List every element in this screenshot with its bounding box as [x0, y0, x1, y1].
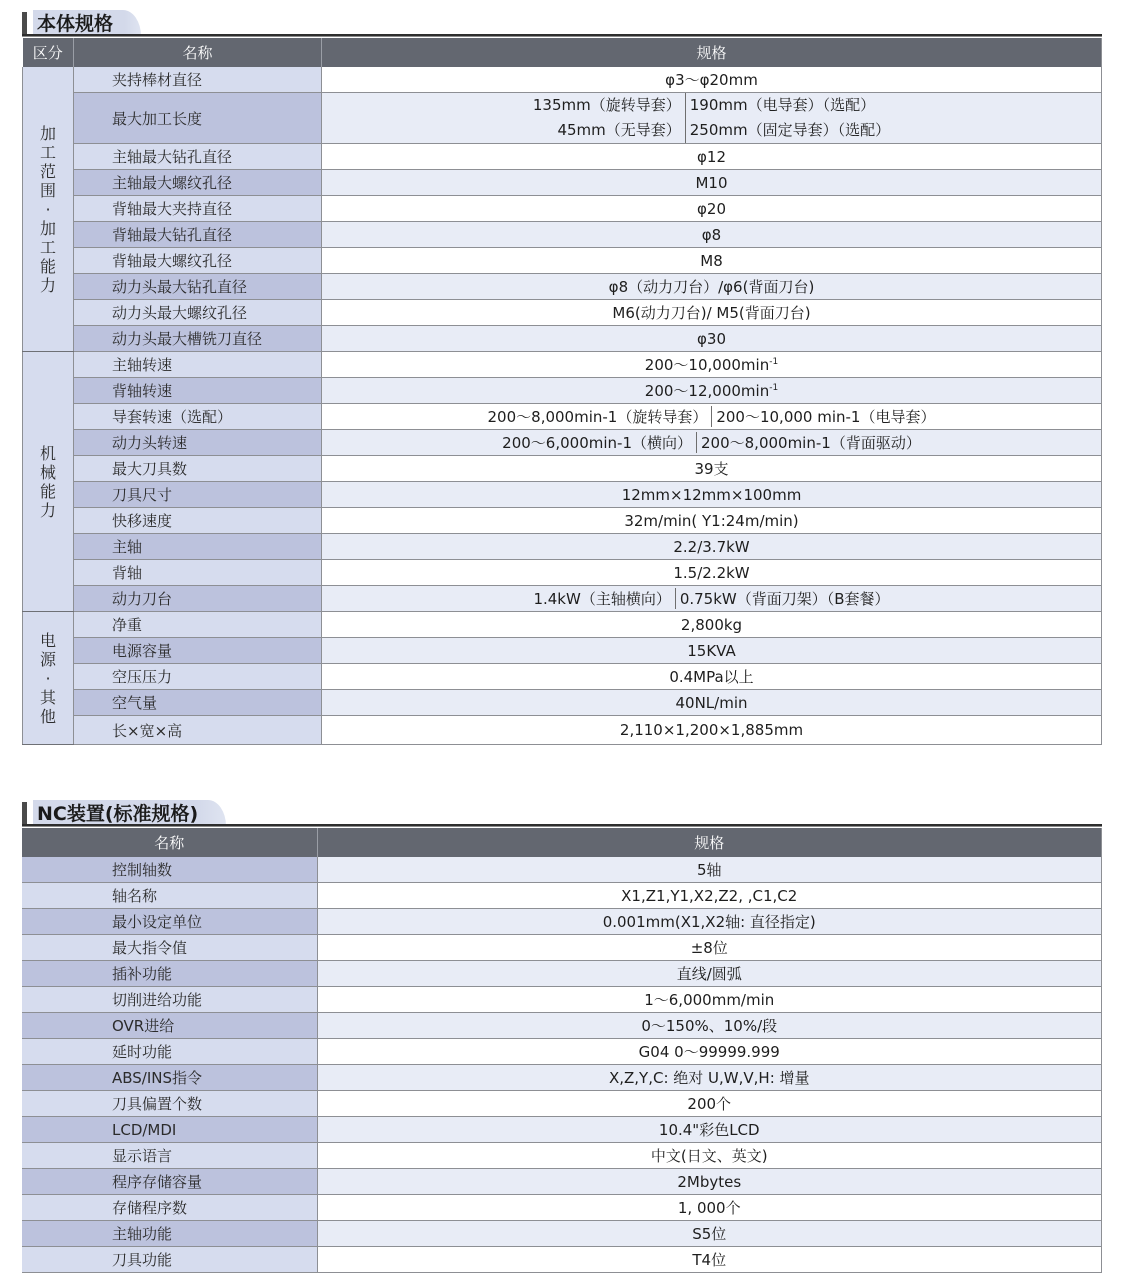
table-row [23, 690, 1102, 716]
row-name: 主轴最大钻孔直径 [74, 144, 322, 170]
table-row [23, 326, 1102, 352]
row-name: 刀具偏置个数 [22, 1091, 317, 1117]
table-row [23, 274, 1102, 300]
table-row [22, 935, 1102, 961]
row-value: φ20 [322, 196, 1102, 222]
table-row [23, 352, 1102, 378]
value-right: 190mm（电导套）（选配） [689, 96, 876, 114]
table-row [23, 534, 1102, 560]
row-name: 显示语言 [22, 1143, 317, 1169]
row-value: M10 [322, 170, 1102, 196]
table-header-row [23, 38, 1102, 67]
table-row [23, 222, 1102, 248]
table-row [22, 1091, 1102, 1117]
table-row [23, 404, 1102, 430]
row-value: 1.5/2.2kW [322, 560, 1102, 586]
category-cell [23, 612, 74, 745]
split-value [322, 588, 1101, 609]
table-row [22, 1065, 1102, 1091]
row-value: φ8（动力刀台）/φ6(背面刀台) [322, 274, 1102, 300]
row-value: M8 [322, 248, 1102, 274]
title-bar-marker [22, 802, 27, 824]
nc-spec-table [22, 828, 1102, 1273]
row-value: 15KVA [322, 638, 1102, 664]
row-name: OVR进给 [22, 1013, 317, 1039]
row-value: 39支 [322, 456, 1102, 482]
table-row [23, 144, 1102, 170]
table-row [23, 248, 1102, 274]
row-value: 10.4"彩色LCD [317, 1117, 1102, 1143]
row-name: 动力头最大螺纹孔径 [74, 300, 322, 326]
value-right: 200～10,000 min-1（电导套） [716, 408, 936, 426]
row-name: 最大刀具数 [74, 456, 322, 482]
category-label: 加工范围·加工能力 [39, 123, 56, 295]
table-row [22, 909, 1102, 935]
row-name: 背轴转速 [74, 378, 322, 404]
category-label: 机械能力 [39, 443, 56, 520]
table-row [23, 67, 1102, 93]
row-value: ±8位 [317, 935, 1102, 961]
value-text: 200～10,000min [644, 356, 770, 374]
row-value [322, 586, 1102, 612]
category-cell [23, 67, 74, 352]
value-left: 200～8,000min-1（旋转导套） [488, 406, 713, 427]
row-value [322, 404, 1102, 430]
table-row [23, 196, 1102, 222]
table-row [23, 612, 1102, 638]
split-value [533, 93, 890, 143]
row-name: 轴名称 [22, 883, 317, 909]
split-value [322, 406, 1101, 427]
row-name: 控制轴数 [22, 857, 317, 883]
table-row [23, 638, 1102, 664]
header-category: 区分 [23, 38, 74, 67]
row-value: φ3～φ20mm [322, 67, 1102, 93]
row-value: 5轴 [317, 857, 1102, 883]
row-value: 中文(日文、英文) [317, 1143, 1102, 1169]
table-row [22, 857, 1102, 883]
table-row [22, 1039, 1102, 1065]
header-name: 名称 [74, 38, 322, 67]
table-row [22, 987, 1102, 1013]
row-value: 0.4MPa以上 [322, 664, 1102, 690]
table-row [23, 170, 1102, 196]
table-row [22, 1169, 1102, 1195]
row-name: 程序存储容量 [22, 1169, 317, 1195]
row-name: 最大加工长度 [74, 93, 322, 144]
section-title-text: 本体规格 [33, 10, 141, 36]
superscript: -1 [769, 383, 779, 393]
row-name: 延时功能 [22, 1039, 317, 1065]
row-value: 2,110×1,200×1,885mm [322, 716, 1102, 745]
table-row [22, 1143, 1102, 1169]
row-value [322, 430, 1102, 456]
table-row [22, 961, 1102, 987]
superscript: -1 [769, 357, 779, 367]
section-title-body-spec [22, 8, 141, 36]
table-row [22, 883, 1102, 909]
row-name: 空压压力 [74, 664, 322, 690]
row-value: φ8 [322, 222, 1102, 248]
table-row [22, 1195, 1102, 1221]
header-spec: 规格 [317, 828, 1102, 857]
row-value: X,Z,Y,C: 绝对 U,W,V,H: 增量 [317, 1065, 1102, 1091]
row-value: 12mm×12mm×100mm [322, 482, 1102, 508]
row-name: 动力头转速 [74, 430, 322, 456]
row-name: 净重 [74, 612, 322, 638]
value-left: 1.4kW（主轴横向） [533, 588, 675, 609]
table-row [23, 560, 1102, 586]
row-name: 切削进给功能 [22, 987, 317, 1013]
table-row [23, 716, 1102, 745]
row-value [322, 378, 1102, 404]
row-name: 背轴最大螺纹孔径 [74, 248, 322, 274]
row-name: 主轴 [74, 534, 322, 560]
row-value: 40NL/min [322, 690, 1102, 716]
row-name: 背轴 [74, 560, 322, 586]
category-label: 电源·其他 [39, 630, 56, 726]
row-name: 快移速度 [74, 508, 322, 534]
row-value: 2Mbytes [317, 1169, 1102, 1195]
row-name: 插补功能 [22, 961, 317, 987]
table-row [22, 1247, 1102, 1273]
row-name: 存储程序数 [22, 1195, 317, 1221]
row-value: S5位 [317, 1221, 1102, 1247]
row-name: 电源容量 [74, 638, 322, 664]
row-value: φ30 [322, 326, 1102, 352]
row-name: 刀具尺寸 [74, 482, 322, 508]
row-value: 0.001mm(X1,X2轴: 直径指定) [317, 909, 1102, 935]
table-row [23, 378, 1102, 404]
row-value: 直线/圆弧 [317, 961, 1102, 987]
table-row [23, 508, 1102, 534]
header-spec: 规格 [322, 38, 1102, 67]
row-name: 背轴最大钻孔直径 [74, 222, 322, 248]
table-row [23, 482, 1102, 508]
value-text: 200～12,000min [644, 382, 770, 400]
row-name: 背轴最大夹持直径 [74, 196, 322, 222]
row-name: 动力刀台 [74, 586, 322, 612]
row-value [322, 352, 1102, 378]
row-value: T4位 [317, 1247, 1102, 1273]
row-name: 夹持棒材直径 [74, 67, 322, 93]
section-title-text: NC装置(标准规格) [33, 800, 226, 826]
row-value: 1, 000个 [317, 1195, 1102, 1221]
row-value: X1,Z1,Y1,X2,Z2, ,C1,C2 [317, 883, 1102, 909]
row-value: 200个 [317, 1091, 1102, 1117]
table-row [23, 300, 1102, 326]
table-row [23, 456, 1102, 482]
title-bar-marker [22, 12, 27, 34]
row-value: 1～6,000mm/min [317, 987, 1102, 1013]
row-name: 导套转速（选配） [74, 404, 322, 430]
row-name: 空气量 [74, 690, 322, 716]
header-name: 名称 [22, 828, 317, 857]
row-value: G04 0～99999.999 [317, 1039, 1102, 1065]
row-value: M6(动力刀台)/ M5(背面刀台) [322, 300, 1102, 326]
row-value: 32m/min( Y1:24m/min) [322, 508, 1102, 534]
row-name: 最大指令值 [22, 935, 317, 961]
row-name: 主轴最大螺纹孔径 [74, 170, 322, 196]
row-name: 动力头最大钻孔直径 [74, 274, 322, 300]
section-title-nc [22, 798, 226, 826]
body-spec-table [22, 38, 1102, 745]
value-right: 200～8,000min-1（背面驱动） [701, 434, 921, 452]
table-row [22, 1117, 1102, 1143]
section-rule [22, 824, 1102, 827]
table-header-row [22, 828, 1102, 857]
category-cell [23, 352, 74, 612]
value-right: 0.75kW（背面刀架）（B套餐） [679, 590, 890, 608]
split-value [322, 432, 1101, 453]
table-row [23, 93, 1102, 144]
row-value: 2,800kg [322, 612, 1102, 638]
row-value: 0～150%、10%/段 [317, 1013, 1102, 1039]
table-row [23, 586, 1102, 612]
row-name: LCD/MDI [22, 1117, 317, 1143]
table-row [23, 664, 1102, 690]
row-name: ABS/INS指令 [22, 1065, 317, 1091]
row-value: φ12 [322, 144, 1102, 170]
section-rule [22, 34, 1102, 37]
table-row [22, 1013, 1102, 1039]
row-name: 动力头最大槽铣刀直径 [74, 326, 322, 352]
value-left: 200～6,000min-1（横向） [502, 432, 697, 453]
table-row [22, 1221, 1102, 1247]
row-name: 长×宽×高 [74, 716, 322, 745]
row-name: 主轴转速 [74, 352, 322, 378]
row-value [322, 93, 1102, 144]
row-name: 最小设定单位 [22, 909, 317, 935]
row-name: 刀具功能 [22, 1247, 317, 1273]
value-left: 45mm（无导套） [533, 118, 686, 143]
value-left: 135mm（旋转导套） [533, 93, 686, 118]
value-right: 250mm（固定导套）（选配） [689, 121, 891, 139]
table-row [23, 430, 1102, 456]
row-name: 主轴功能 [22, 1221, 317, 1247]
row-value: 2.2/3.7kW [322, 534, 1102, 560]
